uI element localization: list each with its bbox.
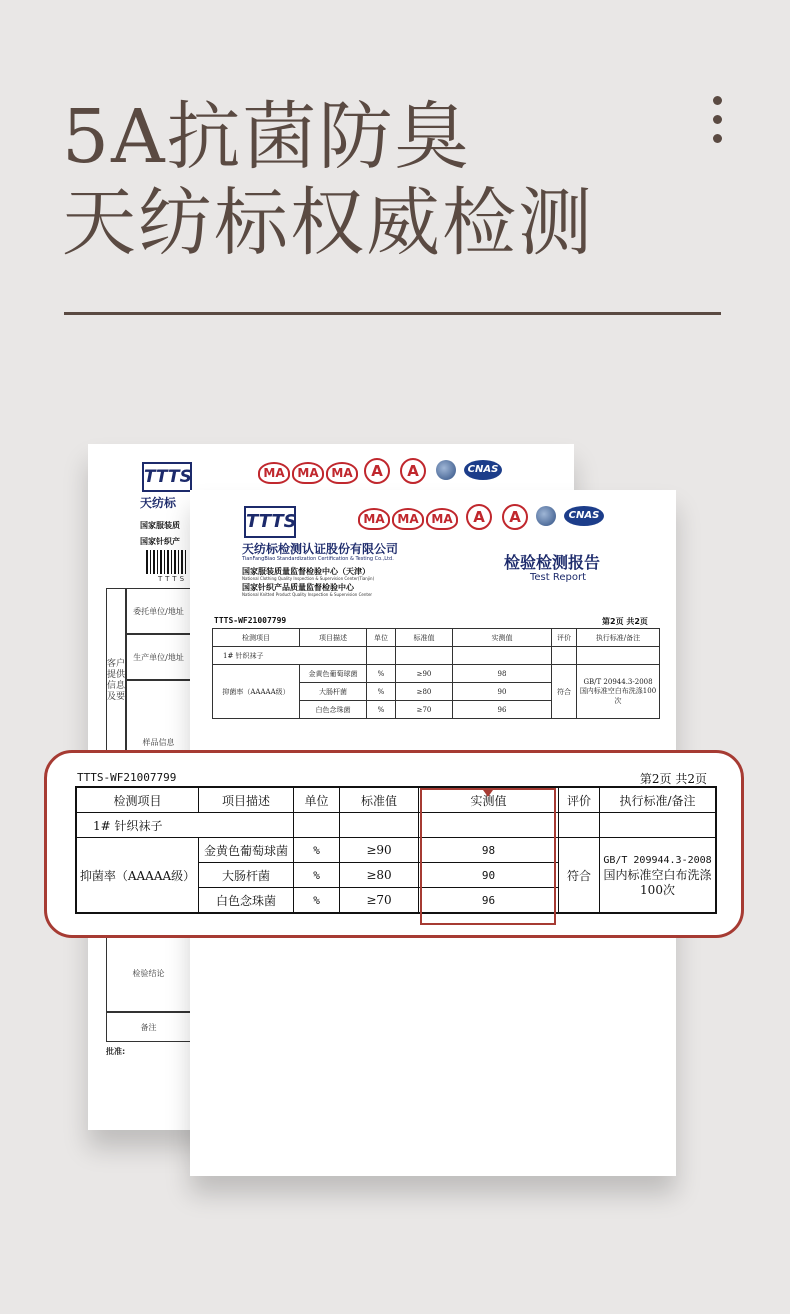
stamp-a: A <box>502 504 528 530</box>
report-title-en: Test Report <box>530 572 587 583</box>
standard-remark <box>600 838 717 914</box>
measured-value: 96 <box>419 888 559 914</box>
stamp-ma: MA <box>292 462 324 484</box>
back-center-1: 国家服装质 <box>140 521 180 530</box>
table-cell: % <box>294 888 340 914</box>
back-code: TTTS <box>158 575 188 583</box>
pointer-triangle-icon <box>483 790 493 797</box>
measured-value: 98 <box>419 838 559 863</box>
ilac-globe-icon <box>436 460 456 480</box>
verdict: 符合 <box>559 838 600 914</box>
standard-code: GB/T 209944.3-2008 <box>603 854 712 866</box>
test-item: 抑菌率（AAAAA级） <box>76 838 199 914</box>
divider <box>64 312 721 315</box>
front-center-1: 国家服装质量监督检验中心（天津） <box>242 567 370 576</box>
back-conclusion-label: 检验结论 <box>106 934 190 1012</box>
front-center-2-en: National Knitted Product Quality Inspection & Supervision Center <box>242 592 373 597</box>
table-cell: 金黄色葡萄球菌 <box>199 838 294 863</box>
table-cell: % <box>294 838 340 863</box>
mini-page-number: 第2页 共2页 <box>602 617 648 626</box>
ttts-logo: TTTS <box>244 506 296 538</box>
front-company-name: 天纺标检测认证股份有限公司 <box>242 542 399 556</box>
front-center-1-en: National Clothing Quality Inspection & Supervision Center(Tianjin) <box>242 576 375 581</box>
report-code: TTTS-WF21007799 <box>77 771 177 784</box>
mini-result-table: 检测项目 项目描述 单位 标准值 实测值 评价 执行标准/备注 1# 针织袜子 抑菌率（AAAAA级） 金黄色葡萄球菌 % ≥90 98 符合 GB/T 20944.3-2008 国内标准空白布洗涤100次 大肠杆菌 % ≥80 90 白色念珠菌 % ≥70 96 <box>212 628 660 719</box>
table-cell: ≥70 <box>340 888 419 914</box>
barcode <box>146 550 188 574</box>
table-header: 评价 <box>559 787 600 813</box>
result-table <box>75 786 717 914</box>
stamp-a: A <box>364 458 390 484</box>
back-sample-label: 样品信息 <box>126 680 190 824</box>
measured-value: 90 <box>419 863 559 888</box>
table-cell: ≥90 <box>340 838 419 863</box>
stamp-ma: MA <box>258 462 290 484</box>
mini-report-code: TTTS-WF21007799 <box>214 616 287 625</box>
table-cell: 白色念珠菌 <box>199 888 294 914</box>
more-menu-icon[interactable] <box>708 96 726 150</box>
table-header: 执行标准/备注 <box>600 787 717 813</box>
headline-line-2: 天纺标权威检测 <box>62 180 594 266</box>
cnas-logo: CNAS <box>564 506 604 526</box>
table-header: 实测值 <box>419 787 559 813</box>
back-producer-label: 生产单位/地址 <box>126 634 190 680</box>
stamp-ma: MA <box>358 508 390 530</box>
table-cell: % <box>294 863 340 888</box>
table-cell: ≥80 <box>340 863 419 888</box>
front-center-2: 国家针织产品质量监督检验中心 <box>242 583 354 592</box>
table-header: 检测项目 <box>76 787 199 813</box>
table-header: 项目描述 <box>199 787 294 813</box>
back-center-2: 国家针织产 <box>140 537 180 546</box>
page-number: 第2页 共2页 <box>639 772 707 786</box>
ilac-globe-icon <box>536 506 556 526</box>
stamp-a: A <box>466 504 492 530</box>
table-cell: 大肠杆菌 <box>199 863 294 888</box>
back-approve-label: 批准: <box>106 1047 126 1056</box>
stamp-ma: MA <box>326 462 358 484</box>
stamp-a: A <box>400 458 426 484</box>
zoomed-result-callout <box>44 750 744 938</box>
stamp-ma: MA <box>426 508 458 530</box>
ttts-logo: TTTS <box>142 462 192 492</box>
cnas-logo: CNAS <box>464 460 502 480</box>
front-company-en: TianFangBiao Standardization Certification & Testing Co.,Ltd. <box>242 556 394 562</box>
stamp-ma: MA <box>392 508 424 530</box>
back-company-name: 天纺标 <box>140 496 177 510</box>
report-title: 检验检测报告 <box>504 553 601 572</box>
remark-text: 国内标准空白布洗涤100次 <box>603 867 712 897</box>
back-client-label: 委托单位/地址 <box>126 588 190 634</box>
measured-column-highlight <box>420 788 556 925</box>
headline-line-1: 5A抗菌防臭 <box>62 94 471 180</box>
back-side-label: 客户提供信息及要 <box>106 588 126 824</box>
table-header: 单位 <box>294 787 340 813</box>
sample-name: 1# 针织袜子 <box>76 813 294 838</box>
back-remark-label: 备注 <box>106 1012 190 1042</box>
table-header: 标准值 <box>340 787 419 813</box>
